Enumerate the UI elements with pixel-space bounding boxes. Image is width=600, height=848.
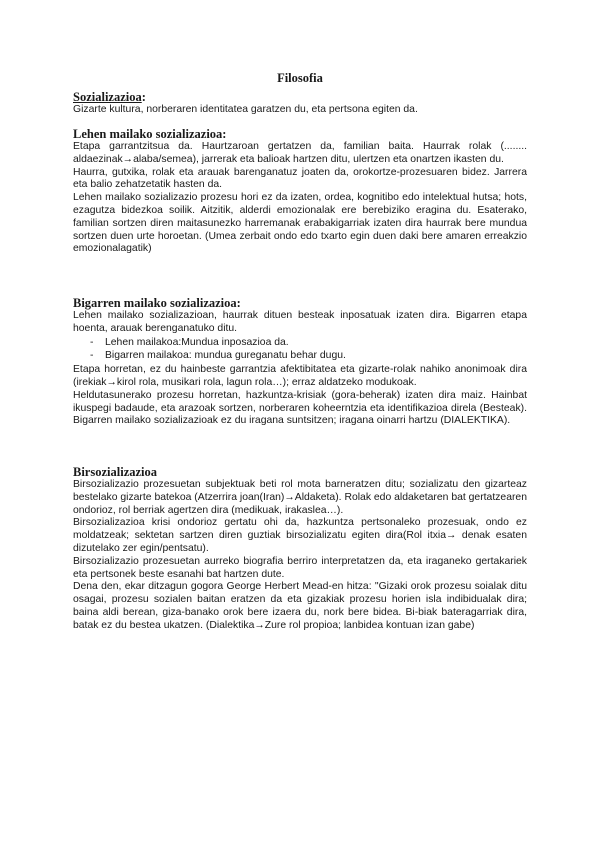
section-heading: Lehen mailako sozializazioa: [73,127,227,141]
page-title: Filosofia [277,71,323,85]
section-heading: Birsozializazioa [73,465,158,479]
dash-list [73,337,527,364]
paragraph: Birsozializazioa krisi ondorioz gertatu ohi da, hazkuntza pertsonaleko prozesuak, ondo ez moldatzeak; sektetan sartzen diren guztiak birsozializatu egiten dira(Rol itxia→ denak esaten dizutelako zer egin/pentsatu). [73,517,527,554]
paragraph: Heldutasunerako prozesu horretan, hazkuntza-krisiak (gora-beherak) izaten dira maiz. Hainbat ikuspegi badaude, eta arazoak sortzen, norberaren koheerntzia eta identifikazioa direla (Besteak). Bigarren mailako sozializazioak ez du iragana suntsitzen; iragana oinarri hartzu (DIALEKTIKA). [73,389,527,427]
section-lehen-mailako [73,127,527,256]
paragraph: Dena den, ekar ditzagun gogora George Herbert Mead-en hitza: "Gizaki orok prozesu soialak ditu osagai, prozesu sozialen baitan eratzen da eta gizakiak prozesu horien isla indibidualak dira; baina aldi berean, giza-banako orok bere izaera du, nork bere bidea. Bi-biak bateragarriak dira, batak ez du bestea ukatzen. (Dialektika→Zure rol propioa; lanbidea kontuan izan gabe) [73,581,527,631]
section-heading [73,90,527,104]
section-bigarren-mailako [73,296,527,428]
paragraph: Birsozializazio prozesuetan subjektuak beti rol mota barneratzen ditu; sozializatu den gizarteaz bestelako gizarte batekoa (Atzerrira joan(Iran)→Aldaketa). Rolak edo aldaketaren bat gertatzearen ondorioz, rol berriak agertzen dira (medikuak, irakaslea…). [73,479,527,516]
paragraph: Etapa garrantzitsua da. Haurtzaroan gertatzen da, familian baita. Haurrak rolak (........ aldaezinak→alaba/semea), jarrerak eta balioak hartzen ditu, ulertzen eta onartzen ikasten du. [73,141,527,165]
heading-suffix: : [141,90,146,104]
section-birsozializazioa [73,465,527,633]
paragraph: Gizarte kultura, norberaren identitatea garatzen du, eta pertsona egiten da. [73,104,418,115]
paragraph: Haurra, gutxika, rolak eta arauak barenganatuz joaten da, orokortze-prozesuaren bidez. Jarrera eta balio zehatzetatik hasten da. [73,166,527,191]
section-heading: Bigarren mailako sozializazioa: [73,296,241,310]
section-sozializazioa [73,90,527,117]
paragraph: Birsozializazio prozesuetan aurreko biografia berriro interpretatzen da, eta iraganeko gertakariek eta pertsonek beste esanahi bat hartzen dute. [73,555,527,580]
paragraph: Etapa horretan, ez du hainbeste garrantzia afektibitatea eta gizarte-rolak nahiko anonimoak dira (irekiak→kirol rola, musikari rola, lagun rola…); erraz aldatzeko modukoak. [73,364,527,388]
paragraph: Lehen mailako sozializazioan, haurrak dituen besteak inposatuak izaten dira. Bigarren etapa hoenta, arauak berenganatuko ditu. [73,310,527,334]
list-item: - Lehen mailakoa:Mundua inposazioa da. [73,337,527,350]
paragraph: Lehen mailako sozializazio prozesu hori ez da izaten, ordea, kognitibo edo intelektual hutsa; hots, ezagutza bidezkoa soilik. Aitzitik, alderdi emozionalak ere berebiziko eragina du. Esaterako, familian sortzen diren maitasunezko harremanak erabakigarriak izaten dira haurrak bere mundua sortzen duen urte horoetan. (Umea zerbait ondo edo txarto egin duen daki bere amaren erreakzio emozionalagatik) [73,192,527,255]
heading-text: Sozializazioa [73,90,142,104]
list-item: - Bigarren mailakoa: mundua gureganatu behar dugu. [73,350,527,363]
